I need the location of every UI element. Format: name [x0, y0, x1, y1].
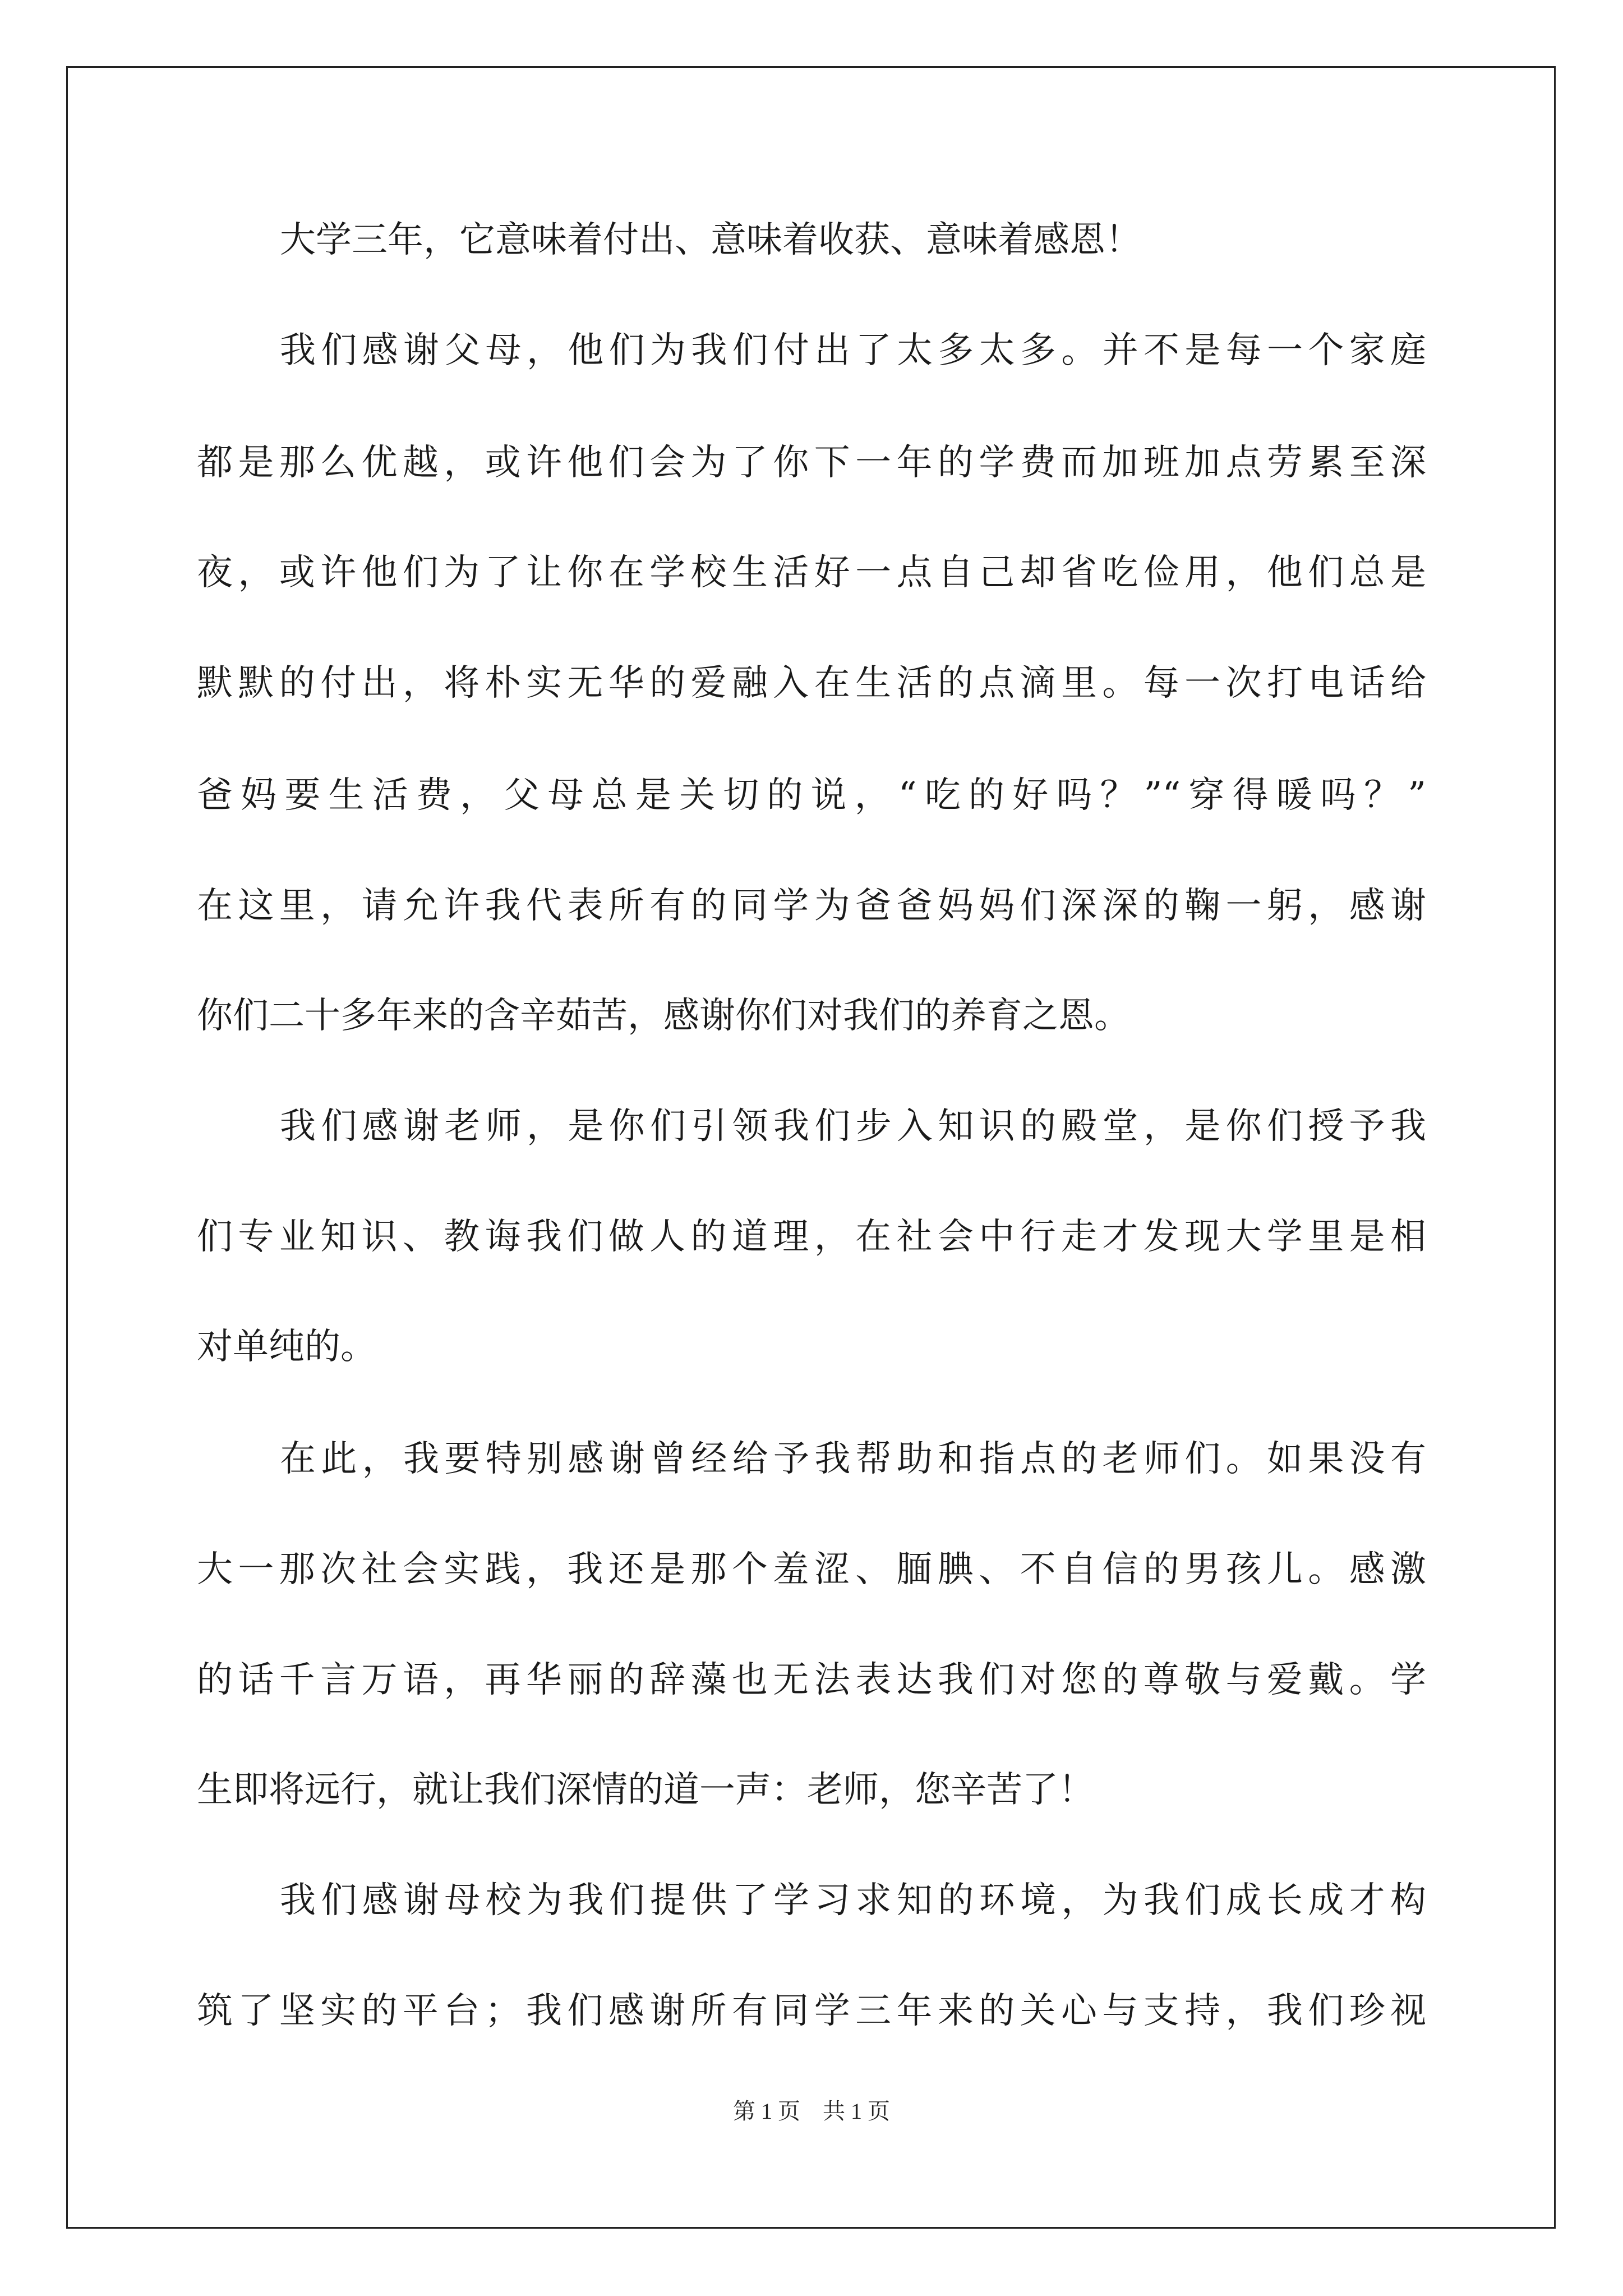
- text-line: 默默的付出，将朴实无华的爱融入在生活的点滴里。每一次打电话给: [197, 662, 1426, 704]
- text-line: 都是那么优越，或许他们会为了你下一年的学费而加班加点劳累至深: [197, 442, 1426, 484]
- page-footer: [0, 2096, 1623, 2127]
- text-line: 夜，或许他们为了让你在学校生活好一点自己却省吃俭用，他们总是: [197, 552, 1426, 593]
- text-line: 大一那次社会实践，我还是那个羞涩、腼腆、不自信的男孩儿。感激: [197, 1549, 1426, 1590]
- text-line: 我们感谢母校为我们提供了学习求知的环境，为我们成长成才构: [280, 1880, 1426, 1921]
- text-line: 爸妈要生活费，父母总是关切的说，“吃的好吗？”“穿得暖吗？”: [197, 775, 1426, 816]
- text-line: 在这里，请允许我代表所有的同学为爸爸妈妈们深深的鞠一躬，感谢: [197, 885, 1426, 927]
- text-line: 我们感谢老师，是你们引领我们步入知识的殿堂，是你们授予我: [280, 1106, 1426, 1147]
- text-line: 的话千言万语，再华丽的辞藻也无法表达我们对您的尊敬与爱戴。学: [197, 1659, 1426, 1701]
- text-line: 生即将远行，就让我们深情的道一声：老师，您辛苦了！: [197, 1769, 1094, 1811]
- text-line: 大学三年，它意味着付出、意味着收获、意味着感恩！: [280, 219, 1141, 261]
- text-line: 筑了坚实的平台；我们感谢所有同学三年来的关心与支持，我们珍视: [197, 1990, 1426, 2032]
- page-total: 共 1 页: [823, 2099, 890, 2124]
- text-line: 们专业知识、教诲我们做人的道理，在社会中行走才发现大学里是相: [197, 1216, 1426, 1258]
- text-line: 在此，我要特别感谢曾经给予我帮助和指点的老师们。如果没有: [280, 1438, 1426, 1480]
- text-line: 我们感谢父母，他们为我们付出了太多太多。并不是每一个家庭: [280, 330, 1426, 371]
- text-line: 对单纯的。: [197, 1326, 376, 1368]
- text-line: 你们二十多年来的含辛茹苦，感谢你们对我们的养育之恩。: [197, 995, 1130, 1037]
- page-number: 第 1 页: [733, 2099, 800, 2124]
